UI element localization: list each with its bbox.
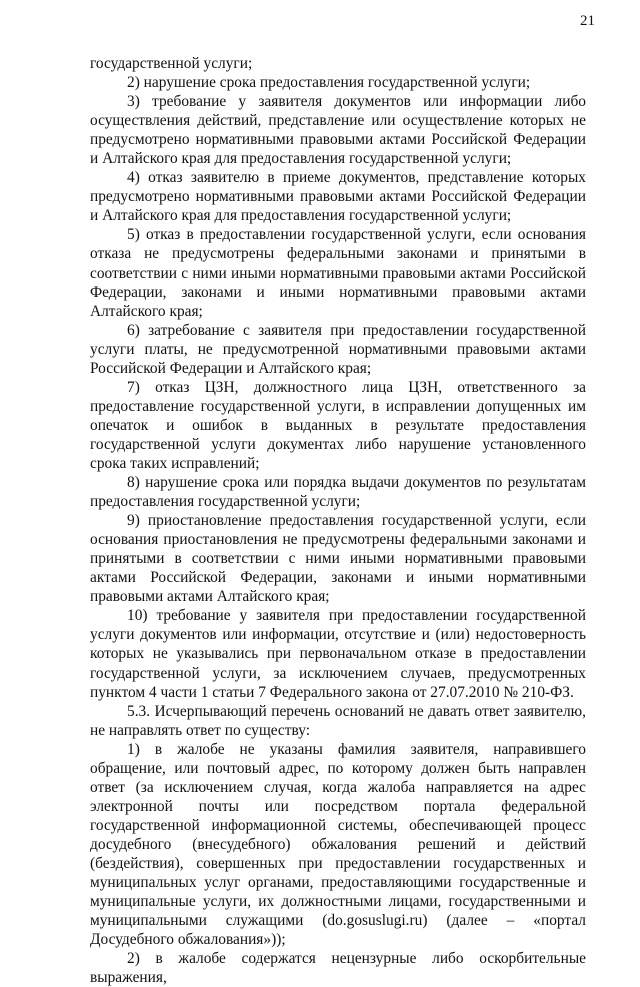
paragraph: государственной услуги;	[90, 55, 253, 72]
paragraph: 2) нарушение срока предоставления государственной услуги;	[127, 74, 531, 92]
paragraph: 6) затребование с заявителя при предоставлении государственной услуги платы, не предусмотренной нормативными правовыми актами Российской Федерации и Алтайского края;	[90, 321, 586, 377]
paragraph: 5.3. Исчерпывающий перечень оснований не давать ответ заявителю, не направлять ответ по существу:	[90, 702, 586, 739]
paragraph: 3) требование у заявителя документов или информации либо осуществления действий, представление или осуществление которых не предусмотрено нормативными правовыми актами Российской Федерации и Алтайского края для предоставления государственной услуги;	[90, 93, 586, 168]
document-body	[90, 54, 586, 987]
paragraph: 8) нарушение срока или порядка выдачи документов по результатам предоставления государственной услуги;	[90, 474, 586, 511]
paragraph: 4) отказ заявителю в приеме документов, представление которых предусмотрено нормативными правовыми актами Российской Федерации и Алтайского края для предоставления государственной услуги;	[90, 169, 586, 225]
paragraph: 10) требование у заявителя при предоставлении государственной услуги документов или информации, отсутствие и (или) недостоверность которых не указывались при первоначальном отказе в предоставлении государственной услуги, за исключением случаев, предусмотренных пунктом 4 части 1 статьи 7 Федерального закона от 27.07.2010 № 210-ФЗ.	[90, 607, 586, 701]
page-number: 21	[580, 13, 595, 29]
paragraph: 5) отказ в предоставлении государственной услуги, если основания отказа не предусмотрены федеральными законами и принятыми в соответствии с ними иными нормативными правовыми актами Российской Федерации, законами и иными нормативными правовыми актами Алтайского края;	[90, 226, 586, 320]
paragraph: 7) отказ ЦЗН, должностного лица ЦЗН, ответственного за предоставление государственной услуги, в исправлении допущенных им опечаток и ошибок в выданных в результате предоставления государственной услуги документах либо нарушение установленного срока таких исправлений;	[90, 378, 586, 472]
paragraph: 1) в жалобе не указаны фамилия заявителя, направившего обращение, или почтовый адрес, по которому должен быть направлен ответ (за исключением случая, когда жалоба направляется на адрес электронной почты или посредством портала федеральной государственной информационной системы, обеспечивающей процесс досудебного (внесудебного) обжалования решений и действий (бездействия), совершенных при предоставлении государственных и муниципальных услуг органами, предоставляющими государственные и муниципальные услуги, их должностными лицами, государственными и муниципальными служащими (do.gosuslugi.ru) (далее – «портал Досудебного обжалования»));	[90, 740, 586, 949]
paragraph: 9) приостановление предоставления государственной услуги, если основания приостановления не предусмотрены федеральными законами и принятыми в соответствии с ними иными нормативными правовыми актами Российской Федерации, законами и иными нормативными правовыми актами Алтайского края;	[90, 512, 586, 606]
paragraph: 2) в жалобе содержатся нецензурные либо оскорбительные выражения,	[90, 950, 586, 987]
